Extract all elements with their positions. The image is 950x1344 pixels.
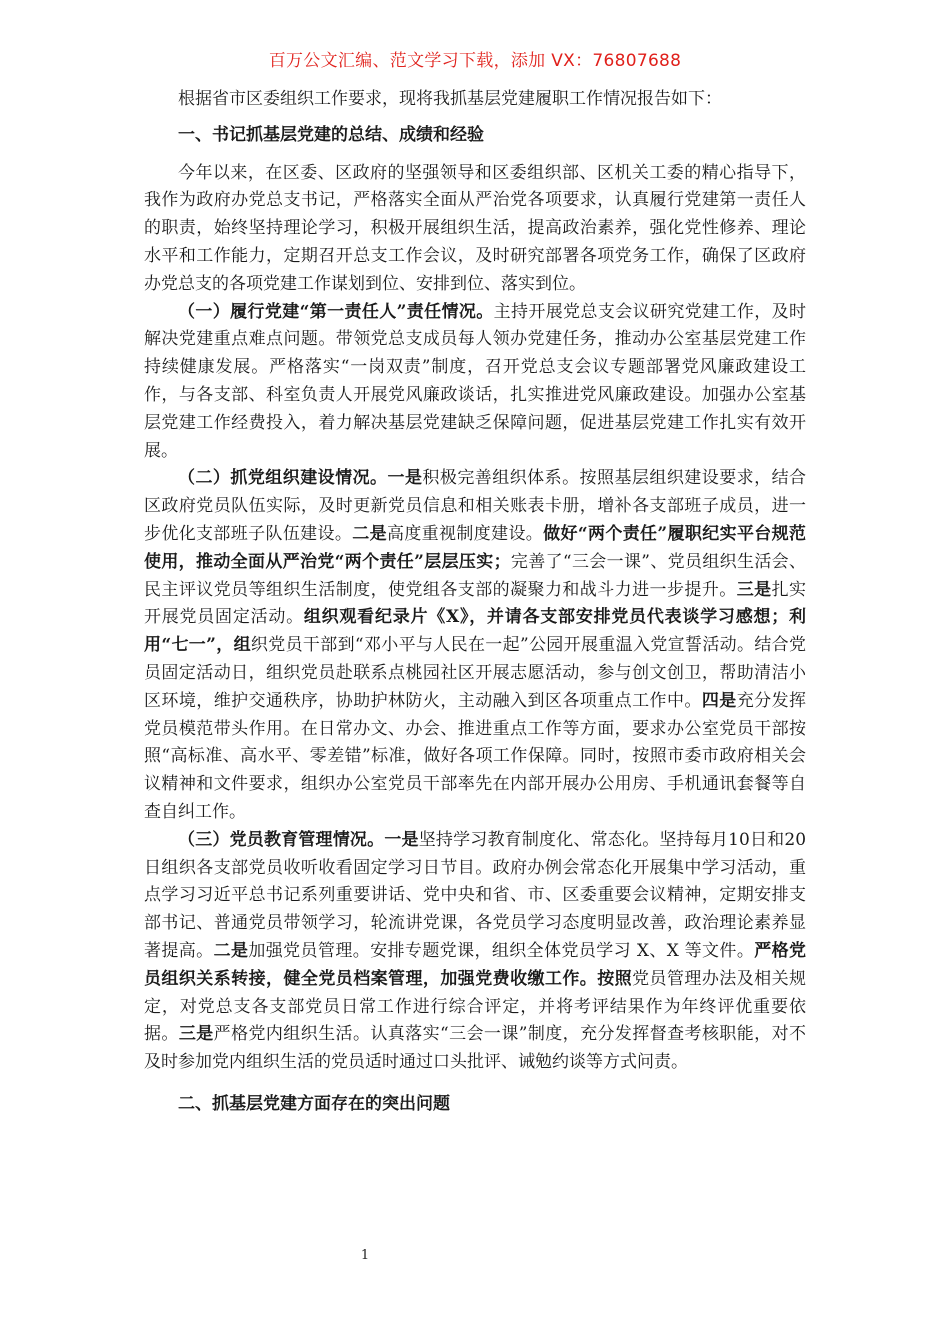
text-edu-2b: 严格党员组织关系转接，健全党员档案管理，加强党费收缴工作。按照 — [144, 940, 807, 989]
summary-paragraph: 今年以来，在区委、区政府的坚强领导和区委组织部、区机关工委的精心指导下，我作为政府办党总支书记，严格落实全面从严治党各项要求，认真履行党建第一责任人的职责，始终坚持理论学习，积极开展组织生活，提高政治素养，强化党性修养、理论水平和工作能力，定期召开总支工作会议，及时研究部署各项党务工作，确保了区政府办党总支的各项党建工作谋划到位、安排到位、落实到位。 — [144, 162, 806, 294]
keyword-second: 二是 — [352, 523, 387, 544]
watermark-banner: 百万公文汇编、范文学习下载，添加 VX：76807688 — [268, 51, 682, 71]
text-org-3c: 织党员干部到“邓小平与人民在一起”公园开展重温入党宣誓活动。结合党员固定活动日，组织党员赴联系点桃园社区开展志愿活动，参与创文创卫，帮助清洁小区环境，维护交通秩序，协助护林防火，主动融入到区各项重点工作中。 — [144, 635, 806, 711]
keyword-first: 一是 — [384, 829, 419, 850]
text-org-1: 积极完善组织体系。按照基层组织建设要求，结合区政府党员队伍实际，及时更新党员信息和相关账表卡册，增补各支部班子成员，进一步优化支部班子队伍建设。 — [144, 468, 807, 544]
keyword-fourth: 四是 — [701, 690, 737, 711]
intro-paragraph: 根据省市区委组织工作要求，现将我抓基层党建履职工作情况报告如下： — [178, 89, 722, 109]
text-org-4: 充分发挥党员模范带头作用。在日常办文、办会、推进重点工作等方面，要求办公室党员干部按照“高标准、高水平、零差错”标准，做好各项工作保障。同时，按照市委市政府相关会议精神和文件要求，组织办公室党员干部率先在内部开展办公用房、手机通讯套餐等自查自纠工作。 — [144, 690, 807, 822]
text-edu-2c: 党员管理办法及相关规定，对党总支各支部党员日常工作进行综合评定，并将考评结果作为年终评优重要依据。 — [144, 968, 807, 1045]
section-heading-2: 二、抓基层党建方面存在的突出问题 — [178, 1093, 450, 1114]
text-org-2b: 做好“两个责任”履职纪实平台规范使用，推动全面从严治党“两个责任”层层压实； — [144, 523, 807, 572]
text-org-3b: 组织观看纪录片《X》，并请各支部安排党员代表谈学习感想；利用“七一”，组 — [144, 607, 806, 656]
text-first-responsible: 主持开展党总支会议研究党建工作，及时解决党建重点难点问题。带领党总支成员每人领办党建任务，推动办公室基层党建工作持续健康发展。严格落实“一岗双责”制度，召开党总支会议专题部署党风廉政建设工作，与各支部、科室负责人开展党风廉政谈话，扎实推进党风廉政建设。加强办公室基层党建工作经费投入，着力解决基层党建缺乏保障问题，促进基层党建工作扎实有效开展。 — [144, 301, 807, 461]
section-heading-1: 一、书记抓基层党建的总结、成绩和经验 — [178, 124, 484, 145]
keyword-first: 一是 — [387, 468, 423, 489]
text-edu-2a: 加强党员管理。安排专题党课，组织全体党员学习 X、X 等文件。 — [248, 940, 755, 961]
paragraph-org-building — [144, 465, 806, 826]
keyword-third: 三是 — [178, 1024, 214, 1045]
text-edu-1: 坚持学习教育制度化、常态化。坚持每月10日和20日组织各支部党员收听收看固定学习日节目。政府办例会常态化开展集中学习活动，重点学习习近平总书记系列重要讲话、党中央和省、市、区委重要会议精神，定期安排支部书记、普通党员带领学习，轮流讲党课，各党员学习态度明显改善，政治理论素养显著提高。 — [144, 829, 807, 961]
page-number: 1 — [360, 1248, 370, 1263]
paragraph-first-responsible — [144, 299, 806, 466]
subheading-org-building: （二）抓党组织建设情况。 — [178, 468, 388, 489]
paragraph-member-education — [144, 827, 806, 1077]
subheading-member-education: （三）党员教育管理情况。 — [178, 829, 385, 850]
text-edu-3: 严格党内组织生活。认真落实“三会一课”制度，充分发挥督查考核职能，对不及时参加党内组织生活的党员适时通过口头批评、诫勉约谈等方式问责。 — [144, 1024, 807, 1073]
keyword-third: 三是 — [736, 579, 772, 600]
text-org-2c: 完善了“三会一课”、党员组织生活会、民主评议党员等组织生活制度，使党组各支部的凝聚力和战斗力进一步提升。 — [144, 551, 806, 600]
text-org-3a: 扎实开展党员固定活动。 — [144, 579, 807, 628]
document-body — [144, 86, 806, 1119]
text-org-2a: 高度重视制度建设。 — [386, 523, 544, 544]
keyword-second: 二是 — [213, 940, 249, 961]
subheading-first-responsible: （一）履行党建“第一责任人”责任情况。 — [178, 301, 494, 322]
